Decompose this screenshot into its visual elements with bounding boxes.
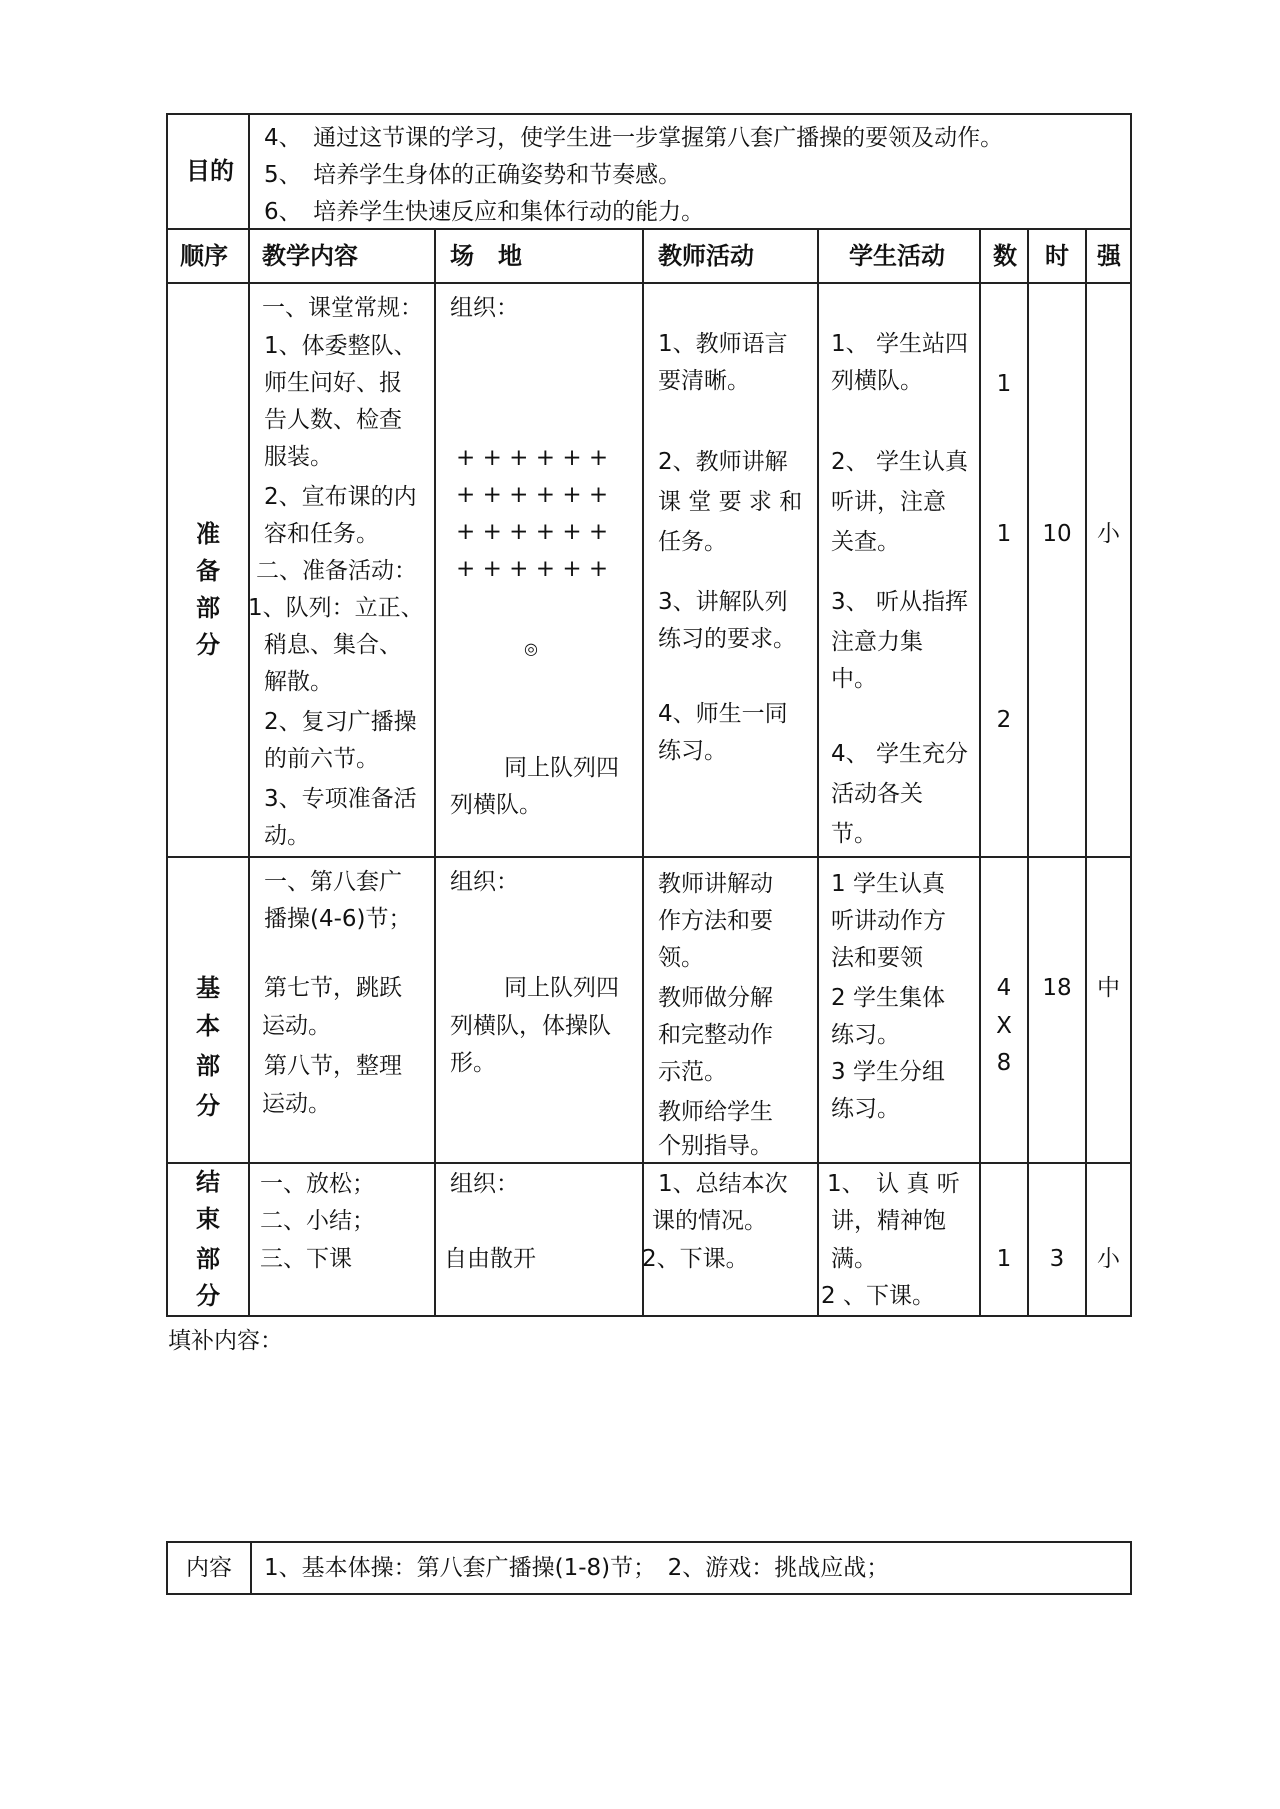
prep-content-line: 师生问好、报 <box>264 370 402 396</box>
header-venue: 场 地 <box>450 242 522 270</box>
content-row <box>166 1541 1132 1595</box>
objective-line-3: 6、 培养学生快速反应和集体行动的能力。 <box>264 199 705 225</box>
prep-teacher <box>644 284 817 856</box>
basic-teacher-line: 领。 <box>658 945 704 971</box>
end-intensity: 小 <box>1097 1246 1121 1272</box>
basic-content-line: 一、第八套广 <box>264 869 402 895</box>
prep-teacher-line: 3、讲解队列 <box>658 589 788 615</box>
prep-content-line: 1、体委整队、 <box>264 333 417 359</box>
prep-content-line: 动。 <box>264 823 310 849</box>
end-student-line: 满。 <box>831 1246 877 1272</box>
header-teacher: 教师活动 <box>658 242 754 270</box>
basic-venue-note: 列横队，体操队 <box>450 1013 611 1039</box>
prep-count-value: 1 <box>996 371 1012 397</box>
basic-student-line: 法和要领 <box>831 945 923 971</box>
objective-label: 目的 <box>186 157 234 185</box>
basic-teacher-line: 示范。 <box>658 1059 727 1085</box>
basic-content-line: 播操(4-6)节； <box>264 906 412 932</box>
prep-content <box>250 284 434 856</box>
prep-venue-note: 同上队列四 <box>504 755 619 781</box>
basic-teacher <box>644 858 817 1162</box>
prep-content-line: 3、专项准备活 <box>264 786 417 812</box>
prep-label-2: 备 <box>196 557 220 585</box>
prep-intensity: 小 <box>1097 521 1121 547</box>
objective-line-2: 5、 培养学生身体的正确姿势和节奏感。 <box>264 162 682 188</box>
basic-venue <box>436 858 642 1162</box>
end-teacher-line: 1、总结本次 <box>658 1171 788 1197</box>
end-student-line: 讲，精神饱 <box>831 1208 946 1234</box>
prep-student-line: 4、 学生充分 <box>831 741 968 767</box>
prep-label-1: 准 <box>196 520 220 548</box>
basic-row <box>167 857 1131 1163</box>
end-content-line: 二、小结； <box>260 1208 375 1234</box>
prep-teacher-line: 2、教师讲解 <box>658 449 788 475</box>
basic-teacher-line: 教师做分解 <box>658 985 773 1011</box>
prep-student-line: 节。 <box>831 821 877 847</box>
prep-student-line: 关查。 <box>831 529 900 555</box>
prep-student-line: 活动各关 <box>831 781 923 807</box>
end-label-3: 部 <box>196 1245 220 1273</box>
end-venue <box>436 1164 642 1315</box>
basic-venue-note: 形。 <box>450 1050 496 1076</box>
basic-content-line: 运动。 <box>262 1091 331 1117</box>
prep-teacher-line: 1、教师语言 <box>658 331 788 357</box>
end-student <box>819 1164 979 1315</box>
basic-student-line: 听讲动作方 <box>831 908 946 934</box>
basic-content-line: 第七节，跳跃 <box>264 975 402 1001</box>
basic-count-value: 8 <box>996 1050 1012 1076</box>
prep-teacher-line: 要清晰。 <box>658 368 750 394</box>
prep-count-value: 2 <box>996 707 1012 733</box>
header-order: 顺序 <box>180 242 228 270</box>
prep-teacher-line: 任务。 <box>658 529 727 555</box>
teacher-position-icon: ◎ <box>524 639 538 658</box>
end-content <box>250 1164 434 1315</box>
end-label-2: 束 <box>196 1205 220 1233</box>
prep-student-line: 注意力集 <box>831 629 923 655</box>
header-content: 教学内容 <box>262 242 358 270</box>
formation-row: + + + + + + <box>456 482 609 508</box>
prep-venue-note: 列横队。 <box>450 792 542 818</box>
prep-teacher-line: 课 堂 要 求 和 <box>658 489 803 515</box>
prep-content-line: 容和任务。 <box>264 521 379 547</box>
end-label-4: 分 <box>196 1282 220 1310</box>
end-count: 1 <box>996 1246 1012 1272</box>
header-student: 学生活动 <box>849 242 945 270</box>
prep-content-line: 1、队列：立正、 <box>248 595 424 621</box>
basic-venue-note: 同上队列四 <box>504 975 619 1001</box>
end-content-line: 一、放松； <box>260 1171 375 1197</box>
basic-time: 18 <box>1042 975 1072 1001</box>
prep-teacher-line: 练习。 <box>658 738 727 764</box>
basic-content-line: 运动。 <box>262 1013 331 1039</box>
end-teacher-line: 2、下课。 <box>642 1246 749 1272</box>
prep-time: 10 <box>1042 521 1072 547</box>
prep-student-line: 听讲，注意 <box>831 489 946 515</box>
prep-count-value: 1 <box>996 521 1012 547</box>
basic-content-line: 第八节，整理 <box>264 1053 402 1079</box>
prep-student-line: 列横队。 <box>831 368 923 394</box>
end-content-line: 三、下课 <box>260 1246 352 1272</box>
prep-content-line: 2、复习广播操 <box>264 709 417 735</box>
prep-student-line: 2、 学生认真 <box>831 449 968 475</box>
prep-teacher-line: 4、师生一同 <box>658 701 788 727</box>
basic-student-line: 2 学生集体 <box>831 985 945 1011</box>
objective-line-1: 4、 通过这节课的学习，使学生进一步掌握第八套广播操的要领及动作。 <box>264 125 1004 151</box>
objective-label-cell <box>167 114 249 229</box>
prep-student-line: 中。 <box>831 666 877 692</box>
basic-student <box>819 858 979 1162</box>
header-count: 数 <box>993 242 1017 270</box>
header-time: 时 <box>1045 242 1069 270</box>
end-row <box>167 1163 1131 1316</box>
basic-student-line: 练习。 <box>831 1022 900 1048</box>
basic-teacher-line: 教师给学生 <box>658 1099 773 1125</box>
end-venue-title: 组织： <box>450 1171 519 1197</box>
end-student-line: 2 、下课。 <box>821 1283 935 1309</box>
prep-content-line: 一、课堂常规： <box>262 295 423 321</box>
lesson-plan-table <box>166 113 1132 1317</box>
end-teacher-line: 课的情况。 <box>652 1208 767 1234</box>
basic-label-2: 本 <box>196 1012 220 1040</box>
basic-teacher-line: 作方法和要 <box>658 908 773 934</box>
prep-label-3: 部 <box>196 594 220 622</box>
formation-row: + + + + + + <box>456 519 609 545</box>
basic-content <box>250 858 434 1162</box>
prep-student <box>819 284 979 856</box>
end-teacher <box>644 1164 817 1315</box>
prep-count <box>981 284 1027 856</box>
basic-count <box>981 858 1027 1162</box>
prep-content-line: 解散。 <box>264 669 333 695</box>
prep-venue <box>436 284 642 856</box>
basic-label-3: 部 <box>196 1052 220 1080</box>
prep-content-line: 稍息、集合、 <box>264 632 402 658</box>
prep-teacher-line: 练习的要求。 <box>658 626 796 652</box>
basic-teacher-line: 个别指导。 <box>658 1133 773 1159</box>
end-student-line: 1、 认 真 听 <box>827 1171 960 1197</box>
prep-student-line: 1、 学生站四 <box>831 331 968 357</box>
basic-label-4: 分 <box>196 1092 220 1120</box>
content-row-label: 内容 <box>168 1543 252 1593</box>
basic-teacher-line: 教师讲解动 <box>658 871 773 897</box>
end-label-1: 结 <box>196 1168 220 1196</box>
fill-content-label: 填补内容： <box>168 1328 283 1354</box>
content-row-text: 1、基本体操：第八套广播操(1-8)节； 2、游戏：挑战应战； <box>264 1555 890 1581</box>
basic-student-line: 1 学生认真 <box>831 871 945 897</box>
formation-row: + + + + + + <box>456 445 609 471</box>
header-intensity: 强 <box>1097 242 1121 270</box>
prep-content-line: 的前六节。 <box>264 746 379 772</box>
basic-venue-title: 组织： <box>450 869 519 895</box>
basic-intensity: 中 <box>1097 975 1121 1001</box>
basic-label-1: 基 <box>196 974 220 1002</box>
prep-content-line: 二、准备活动： <box>256 558 417 584</box>
objective-text-cell <box>249 114 1131 229</box>
prep-content-line: 服装。 <box>264 444 333 470</box>
basic-count-value: X <box>996 1013 1012 1039</box>
prep-content-line: 告人数、检查 <box>264 407 402 433</box>
formation-row: + + + + + + <box>456 556 609 582</box>
prep-content-line: 2、宣布课的内 <box>264 484 417 510</box>
header-row <box>167 229 1131 283</box>
basic-count-value: 4 <box>996 975 1012 1001</box>
prep-student-line: 3、 听从指挥 <box>831 589 968 615</box>
prep-row <box>167 283 1131 857</box>
prep-label-4: 分 <box>196 631 220 659</box>
basic-student-line: 3 学生分组 <box>831 1059 945 1085</box>
basic-student-line: 练习。 <box>831 1096 900 1122</box>
end-time: 3 <box>1049 1246 1065 1272</box>
prep-venue-title: 组织： <box>450 295 519 321</box>
end-venue-note: 自由散开 <box>444 1246 536 1272</box>
basic-teacher-line: 和完整动作 <box>658 1022 773 1048</box>
